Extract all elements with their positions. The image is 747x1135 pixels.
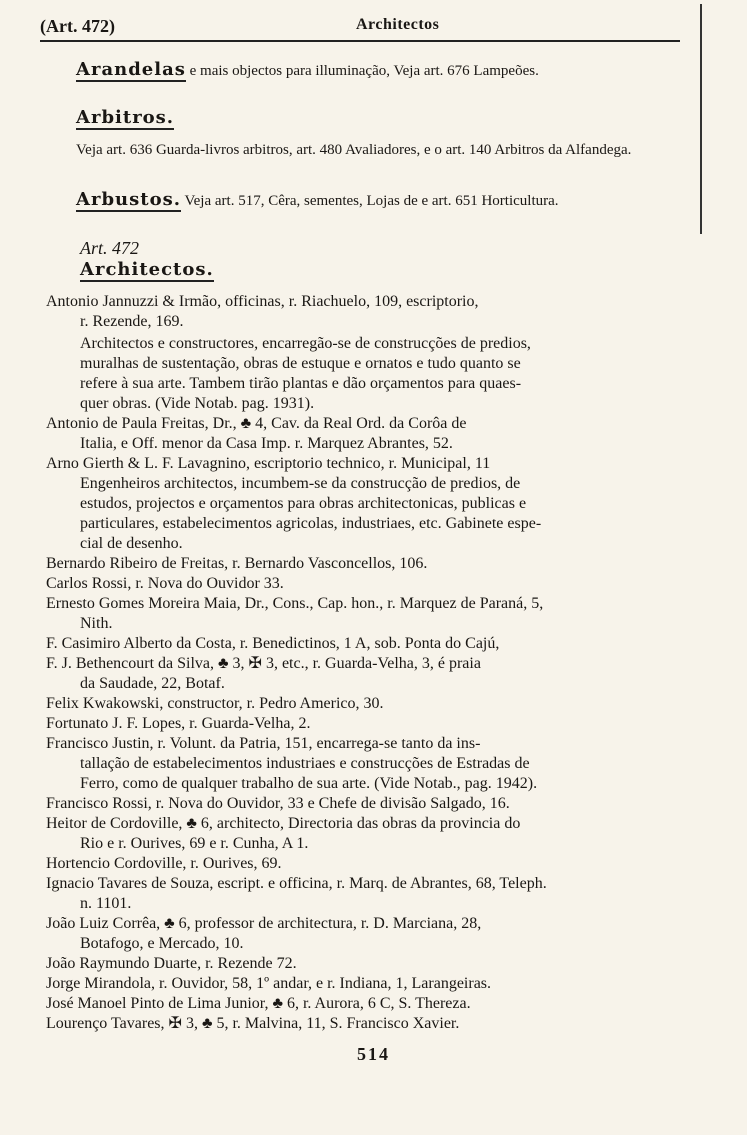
margin-rule [700,4,702,234]
list-item: estudos, projectos e orçamentos para obras architectonicas, publicas e [80,495,527,512]
article-heading [80,238,687,282]
list-item: Italia, e Off. menor da Casa Imp. r. Marquez Abrantes, 52. [80,435,453,452]
running-head-title: Architectos [356,16,440,33]
list-item: Antonio de Paula Freitas, Dr., ♣ 4, Cav. da Real Ord. da Corôa de [46,415,467,432]
list-item: particulares, estabelecimentos agricolas, industriaes, etc. Gabinete espe- [80,515,542,532]
section-arandelas [76,60,687,82]
list-item: quer obras. (Vide Notab. pag. 1931). [80,395,315,412]
list-item: refere à sua arte. Tambem tirão plantas e dão orçamentos para quaes- [80,375,522,392]
list-item: Francisco Justin, r. Volunt. da Patria, 151, encarrega-se tanto da ins- [46,735,481,752]
list-item: F. J. Bethencourt da Silva, ♣ 3, ✠ 3, etc., r. Guarda-Velha, 3, é praia [46,655,481,672]
section-arbitros [76,108,687,160]
list-item: Francisco Rossi, r. Nova do Ouvidor, 33 e Chefe de divisão Salgado, 16. [46,795,510,812]
list-item: tallação de estabelecimentos industriaes e construcções de Estradas de [80,755,530,772]
section-title: Arbustos. [76,189,181,210]
list-item: Ferro, como de qualquer trabalho de sua arte. (Vide Notab., pag. 1942). [80,775,538,792]
list-item: Engenheiros architectos, incumbem-se da construcção de predios, de [80,475,521,492]
list-item: Lourenço Tavares, ✠ 3, ♣ 5, r. Malvina, 11, S. Francisco Xavier. [46,1015,460,1032]
list-item: Ernesto Gomes Moreira Maia, Dr., Cons., Cap. hon., r. Marquez de Paraná, 5, [46,595,544,612]
list-item: muralhas de sustentação, obras de estuque e ornatos e tudo quanto se [80,355,521,372]
page-number: 514 [357,1044,390,1064]
list-item: n. 1101. [80,895,132,912]
list-item: Antonio Jannuzzi & Irmão, officinas, r. Riachuelo, 109, escriptorio, [46,293,479,310]
list-item: Fortunato J. F. Lopes, r. Guarda-Velha, 2. [46,715,311,732]
list-item: Felix Kwakowski, constructor, r. Pedro Americo, 30. [46,695,384,712]
list-item: João Raymundo Duarte, r. Rezende 72. [46,955,297,972]
list-item: Hortencio Cordoville, r. Ourives, 69. [46,855,282,872]
list-item: Nith. [80,615,113,632]
section-arbustos [76,190,687,212]
running-head-article: (Art. 472) [40,16,115,36]
list-item: Heitor de Cordoville, ♣ 6, architecto, Directoria das obras da provincia do [46,815,521,832]
list-item: José Manoel Pinto de Lima Junior, ♣ 6, r. Aurora, 6 C, S. Thereza. [46,995,471,1012]
list-item: Jorge Mirandola, r. Ouvidor, 58, 1º andar, e r. Indiana, 1, Larangeiras. [46,975,492,992]
article-number: Art. 472 [80,238,140,258]
list-item: F. Casimiro Alberto da Costa, r. Benedictinos, 1 A, sob. Ponta do Cajú, [46,635,500,652]
section-title: Arbitros. [76,107,175,128]
section-text: Veja art. 517, Cêra, sementes, Lojas de e art. 651 Horticultura. [184,193,559,209]
section-text: e mais objectos para illuminação, Veja art. 676 Lampeões. [189,63,539,79]
list-item: Ignacio Tavares de Souza, escript. e officina, r. Marq. de Abrantes, 68, Teleph. [46,875,547,892]
article-title: Architectos. [80,259,214,280]
list-item: Carlos Rossi, r. Nova do Ouvidor 33. [46,575,284,592]
section-title: Arandelas [76,59,186,80]
list-item: João Luiz Corrêa, ♣ 6, professor de architectura, r. D. Marciana, 28, [46,915,482,932]
list-item: Botafogo, e Mercado, 10. [80,935,244,952]
list-item: cial de desenho. [80,535,183,552]
list-item: Rio e r. Ourives, 69 e r. Cunha, A 1. [80,835,309,852]
list-item: Bernardo Ribeiro de Freitas, r. Bernardo Vasconcellos, 106. [46,555,428,572]
list-item: Arno Gierth & L. F. Lavagnino, escriptorio technico, r. Municipal, 11 [46,455,491,472]
list-item: Architectos e constructores, encarregão-se de construcções de predios, [80,335,531,352]
list-item: r. Rezende, 169. [80,313,184,330]
list-item: da Saudade, 22, Botaf. [80,675,225,692]
running-head [40,10,680,42]
section-text: Veja art. 636 Guarda-livros arbitros, art. 480 Avaliadores, e o art. 140 Arbitros da Alfandega. [76,142,632,158]
